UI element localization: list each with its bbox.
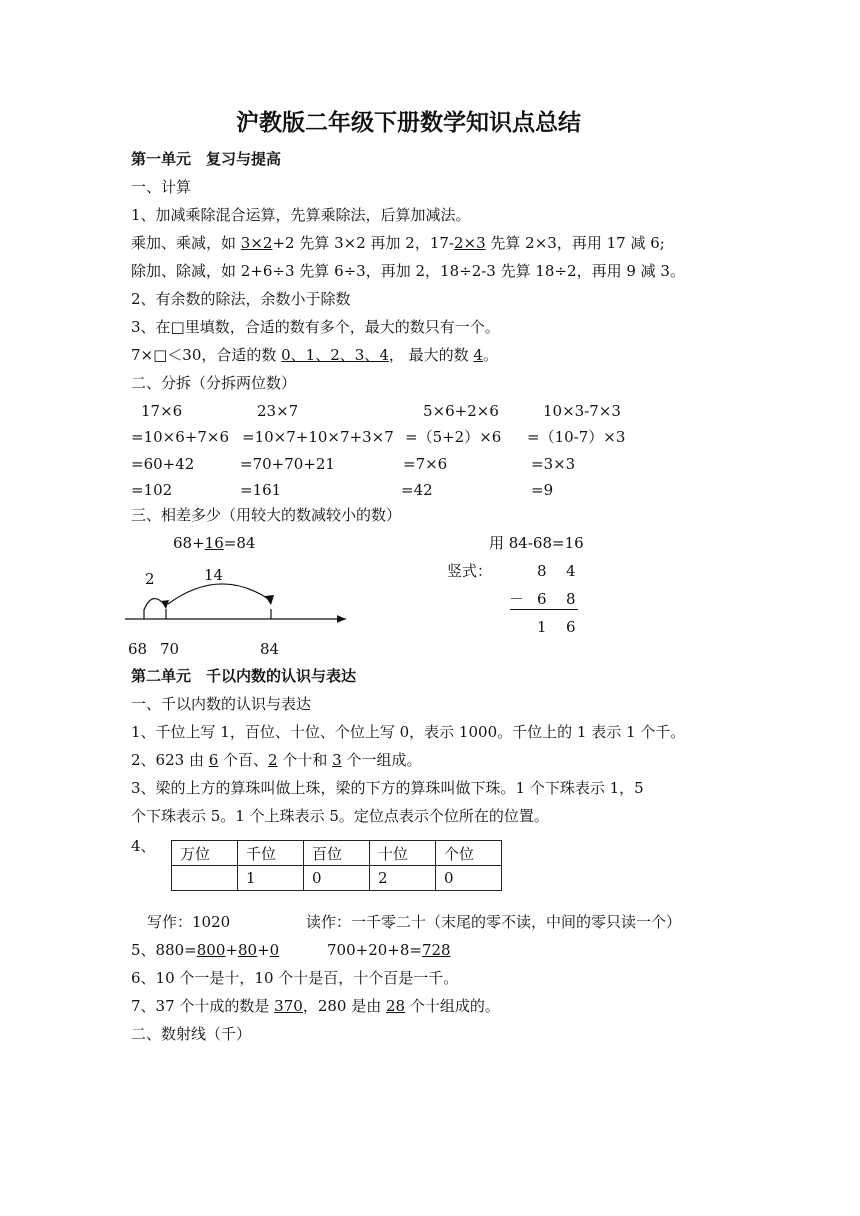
vertical-r2-ones: 8 bbox=[566, 590, 576, 608]
unit2-line7: 7、37 个十成的数是 370，280 是由 28 个十组成的。 bbox=[131, 997, 500, 1015]
split-col4-r3: =3×3 bbox=[531, 455, 576, 473]
split-col1-r1: 17×6 bbox=[141, 402, 183, 420]
unit1-section1-title: 一、计算 bbox=[131, 178, 192, 196]
split-col3-r1: 5×6+2×6 bbox=[423, 402, 499, 420]
arrowhead-small bbox=[161, 600, 169, 609]
unit1-line5: 3、在□里填数，合适的数有多个，最大的数只有一个。 bbox=[131, 318, 500, 336]
vertical-r3-ones: 6 bbox=[566, 618, 576, 636]
split-col4-r4: =9 bbox=[531, 481, 554, 499]
split-col3-r2: =（5+2）×6 bbox=[405, 428, 502, 446]
unit2-heading: 第二单元 千以内数的认识与表达 bbox=[131, 667, 357, 685]
jump-arc-big bbox=[168, 584, 270, 604]
header-shi: 十位 bbox=[370, 841, 436, 866]
header-qian: 千位 bbox=[238, 841, 304, 866]
jump-label-small: 2 bbox=[145, 570, 155, 588]
split-col4-r1: 10×3-7×3 bbox=[543, 402, 621, 420]
unit2-line4-label: 4、 bbox=[131, 837, 156, 855]
split-col1-r2: =10×6+7×6 bbox=[131, 428, 229, 446]
page-title: 沪教版二年级下册数学知识点总结 bbox=[236, 109, 581, 136]
value-ge: 0 bbox=[436, 866, 502, 891]
vertical-r3-tens: 1 bbox=[537, 618, 547, 636]
unit2-line1: 1、千位上写 1，百位、十位、个位上写 0，表示 1000。千位上的 1 表示 1 个千。 bbox=[131, 723, 686, 741]
value-qian: 1 bbox=[238, 866, 304, 891]
unit2-line3b: 个下珠表示 5。1 个上珠表示 5。定位点表示个位所在的位置。 bbox=[131, 807, 549, 825]
unit2-line2: 2、623 由 6 个百、2 个十和 3 个一组成。 bbox=[131, 751, 422, 769]
split-col2-r2: =10×7+10×7+3×7 bbox=[242, 428, 394, 446]
number-line-diagram bbox=[120, 560, 360, 640]
arrowhead-big bbox=[265, 595, 274, 605]
unit2-line5-second: 700+20+8=728 bbox=[327, 941, 451, 959]
unit1-line6: 7×□＜30，合适的数 0、1、2、3、4， 最大的数 4。 bbox=[131, 346, 498, 364]
jump-arc-small bbox=[144, 599, 165, 610]
unit1-section3-title: 三、相差多少（用较大的数减较小的数） bbox=[131, 506, 402, 524]
split-col2-r3: =70+70+21 bbox=[240, 455, 335, 473]
value-shi: 2 bbox=[370, 866, 436, 891]
unit1-heading: 第一单元 复习与提高 bbox=[131, 150, 282, 168]
place-value-table bbox=[171, 840, 502, 891]
tick-label-84: 84 bbox=[260, 640, 280, 658]
vertical-r1-tens: 8 bbox=[537, 562, 547, 580]
vertical-r2-tens: 6 bbox=[537, 590, 547, 608]
place-value-data-row bbox=[172, 866, 502, 891]
vertical-r1-ones: 4 bbox=[566, 562, 576, 580]
split-col3-r4: =42 bbox=[401, 481, 433, 499]
split-col4-r2: =（10-7）×3 bbox=[527, 428, 626, 446]
unit2-section1-title: 一、千以内数的认识与表达 bbox=[131, 695, 312, 713]
split-col2-r1: 23×7 bbox=[257, 402, 299, 420]
value-bai: 0 bbox=[304, 866, 370, 891]
write-as: 写作：1020 bbox=[147, 913, 231, 931]
tick-label-70: 70 bbox=[160, 640, 180, 658]
split-col2-r4: =161 bbox=[240, 481, 282, 499]
unit2-line3a: 3、梁的上方的算珠叫做上珠，梁的下方的算珠叫做下珠。1 个下珠表示 1，5 bbox=[131, 779, 644, 797]
split-col1-r3: =60+42 bbox=[131, 455, 195, 473]
split-col1-r4: =102 bbox=[131, 481, 173, 499]
difference-equation: 68+16=84 bbox=[173, 534, 256, 552]
unit2-section2-title: 二、数射线（千） bbox=[131, 1025, 252, 1043]
unit2-line5: 5、880=800+80+0 bbox=[131, 941, 280, 959]
place-value-header-row bbox=[172, 841, 502, 866]
vertical-minus-sign: － bbox=[509, 590, 525, 608]
unit1-line1: 1、加减乘除混合运算，先算乘除法，后算加减法。 bbox=[131, 206, 471, 224]
unit2-line6: 6、10 个一是十，10 个十是百，十个百是一千。 bbox=[131, 969, 459, 987]
unit1-line2: 乘加、乘减，如 3×2+2 先算 3×2 再加 2，17-2×3 先算 2×3，再用 17 减 6; bbox=[131, 234, 665, 252]
subtraction-equation: 用 84-68=16 bbox=[489, 534, 584, 552]
read-as: 读作：一千零二十（末尾的零不读，中间的零只读一个） bbox=[306, 913, 682, 931]
vertical-divider bbox=[510, 609, 578, 610]
header-bai: 百位 bbox=[304, 841, 370, 866]
vertical-label: 竖式： bbox=[447, 562, 493, 580]
unit1-line4: 2、有余数的除法，余数小于除数 bbox=[131, 290, 351, 308]
header-ge: 个位 bbox=[436, 841, 502, 866]
unit1-line3: 除加、除减，如 2+6÷3 先算 6÷3，再加 2，18÷2-3 先算 18÷2，再用 9 减 3。 bbox=[131, 262, 685, 280]
value-wan bbox=[172, 866, 238, 891]
tick-label-68: 68 bbox=[128, 640, 148, 658]
jump-label-big: 14 bbox=[204, 566, 224, 584]
unit1-section2-title: 二、分拆（分拆两位数） bbox=[131, 374, 297, 392]
split-col3-r3: =7×6 bbox=[403, 455, 448, 473]
header-wan: 万位 bbox=[172, 841, 238, 866]
